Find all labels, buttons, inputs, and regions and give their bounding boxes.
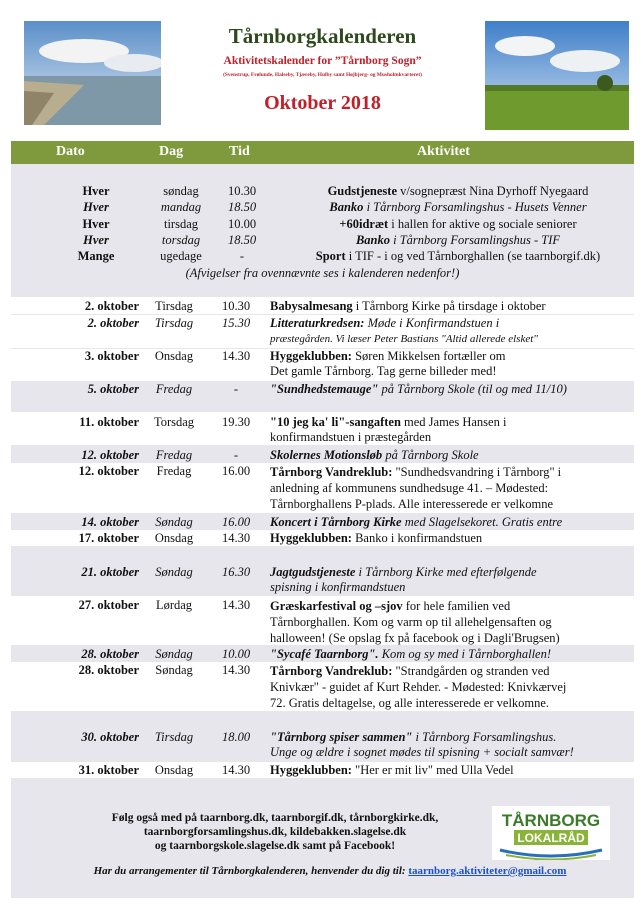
regular-activity: Sport i TIF - i og ved Tårnborghallen (se taarnborgif.dk) xyxy=(315,249,601,263)
event-date: 11. oktober xyxy=(79,415,139,429)
event-time: 14.30 xyxy=(221,663,251,677)
event-activity: Tårnborg Vandreklub: "Sundhedsvandring i Tårnborg" i anledning af kommunens sundhedsuge 41. – Mødested: Tårnborghallens P-plads. Alle interesserede er velkomne xyxy=(270,465,562,511)
event-activity: "Tårnborg spiser sammen" i Tårnborg Forsamlingshus. Unge og ældre i sognet mødes til spisning + socialt samvær! xyxy=(270,730,574,759)
event-activity: Græskarfestival og –sjov for hele familien ved Tårnborghallen. Kom og varm op til allehelgensaften og halloween! (Se opslag fx på facebook og i Dagli'Brugsen) xyxy=(270,599,560,645)
regular-time: 18.50 xyxy=(227,200,257,214)
month-heading: Oktober 2018 xyxy=(264,92,381,114)
event-day: Onsdag xyxy=(154,349,194,363)
coast-photo xyxy=(24,21,161,125)
logo-bottom-text: LOKALRÅD xyxy=(517,831,585,845)
event-activity: "Sundhedstemauge" på Tårnborg Skole (til og med 11/10) xyxy=(270,382,567,396)
event-date: 12. oktober xyxy=(78,464,139,478)
header-time: Tid xyxy=(229,144,250,159)
event-date: 27. oktober xyxy=(78,598,139,612)
event-day: Onsdag xyxy=(154,531,194,545)
event-day: Fredag xyxy=(155,448,193,462)
event-day: Torsdag xyxy=(153,415,195,429)
event-time: 14.30 xyxy=(221,531,251,545)
regular-note: (Afvigelser fra ovennævnte ses i kalenderen nedenfor!) xyxy=(185,266,460,280)
regular-day: ugedage xyxy=(160,249,202,263)
area-list: (Svenstrup, Frølunde, Halseby, Tjæreby, Hulby samt Højbjerg- og Musholmkvarteret) xyxy=(223,72,422,78)
event-day: Søndag xyxy=(155,565,193,579)
regular-activity: +60idræt i hallen for aktive og sociale seniorer xyxy=(339,217,577,231)
event-activity: Hyggeklubben: "Her er mit liv" med Ulla Vedel xyxy=(270,763,514,777)
event-activity: Hyggeklubben: Banko i konfirmandstuen xyxy=(270,531,483,545)
event-day: Fredag xyxy=(155,382,193,396)
regular-time: 10.30 xyxy=(227,184,257,198)
regular-time: 18.50 xyxy=(227,233,257,247)
event-activity: Tårnborg Vandreklub: "Strandgården og stranden ved Knivkær" - guidet af Kurt Rehder. - Mødested: Knivkærvej 72. Gratis deltagelse, og alle interesserede er velkomne. xyxy=(270,664,567,710)
regular-date: Hver xyxy=(82,217,110,231)
regular-activity: Banko i Tårnborg Forsamlingshus - TIF xyxy=(355,233,561,247)
regular-time: 10.00 xyxy=(227,217,257,231)
header-activity: Aktivitet xyxy=(417,144,470,159)
event-activity: "Sycafé Taarnborg". Kom og sy med i Tårnborghallen! xyxy=(270,647,552,661)
footer-links xyxy=(60,811,490,853)
event-time: 15.30 xyxy=(221,316,251,330)
regular-day: torsdag xyxy=(161,233,201,247)
event-date: 3. oktober xyxy=(84,349,139,363)
header-day: Dag xyxy=(159,144,184,159)
event-date: 28. oktober xyxy=(81,647,139,661)
event-day: Tirsdag xyxy=(154,316,194,330)
event-time: 14.30 xyxy=(221,349,251,363)
event-date: 28. oktober xyxy=(78,663,139,677)
event-activity: Litteraturkredsen: Møde i Konfirmandstuen i præstegården. Vi læser Peter Bastians "Altid allerede elsket" xyxy=(270,316,538,345)
event-date: 14. oktober xyxy=(81,515,139,529)
meadow-photo xyxy=(485,21,629,130)
event-activity: Skolernes Motionsløb på Tårnborg Skole xyxy=(270,448,479,462)
event-time: 16.00 xyxy=(221,464,251,478)
logo-top-text: TÅRNBORG xyxy=(501,811,601,830)
regular-date: Hver xyxy=(82,184,110,198)
event-day: Lørdag xyxy=(155,598,193,612)
regular-day: mandag xyxy=(160,200,202,214)
event-time: 16.30 xyxy=(221,565,251,579)
event-time: 18.00 xyxy=(221,730,251,744)
event-time: 10.30 xyxy=(221,299,251,313)
event-date: 17. oktober xyxy=(78,531,139,545)
event-day: Søndag xyxy=(155,663,193,677)
event-day: Fredag xyxy=(156,464,192,478)
header-date: Dato xyxy=(56,144,85,159)
contact-email-link[interactable]: taarnborg.aktiviteter@gmail.com xyxy=(408,865,567,877)
header xyxy=(170,18,475,115)
event-time: 14.30 xyxy=(221,598,251,612)
page-subtitle: Aktivitetskalender for ”Tårnborg Sogn” xyxy=(223,55,422,67)
regular-activity: Gudstjeneste v/sognepræst Nina Dyrhoff Nyegaard xyxy=(327,184,589,198)
event-time: 14.30 xyxy=(221,763,251,777)
page-title: Tårnborgkalenderen xyxy=(228,24,417,48)
event-date: 21. oktober xyxy=(81,565,139,579)
regular-date: Hver xyxy=(83,200,109,214)
regular-activity: Banko i Tårnborg Forsamlingshus - Husets Venner xyxy=(329,200,587,214)
footer-line: taarnborgforsamlingshus.dk, kildebakken.slagelse.dk xyxy=(143,826,407,838)
footer-line: og taarnborgskole.slagelse.dk samt på Facebook! xyxy=(154,840,396,852)
event-day: Søndag xyxy=(155,515,193,529)
event-time: 16.00 xyxy=(221,515,251,529)
event-date: 2. oktober xyxy=(87,316,139,330)
event-day: Tirsdag xyxy=(154,730,194,744)
lokalraad-logo xyxy=(492,806,610,860)
event-activity: Jagtgudstjeneste i Tårnborg Kirke med efterfølgende spisning i konfirmandstuen xyxy=(270,565,537,594)
footer-note-text: Har du arrangementer til Tårnborgkalenderen, henvender du dig til: xyxy=(93,865,409,877)
regular-day: tirsdag xyxy=(163,217,199,231)
table-header xyxy=(11,141,634,164)
event-activity: Babysalmesang i Tårnborg Kirke på tirsdage i oktober xyxy=(270,299,546,313)
event-date: 31. oktober xyxy=(78,763,139,777)
footer-contact xyxy=(30,865,630,877)
regular-day: søndag xyxy=(163,184,199,198)
event-activity: "10 jeg ka' li"-sangaften med James Hansen i konfirmandstuen i præstegården xyxy=(270,415,507,444)
regular-date: Mange xyxy=(77,249,115,263)
event-time: - xyxy=(233,448,239,462)
event-time: - xyxy=(233,382,239,396)
footer-line: Følg også med på taarnborg.dk, taarnborgif.dk, tårnborgkirke.dk, xyxy=(111,812,439,824)
event-day: Søndag xyxy=(155,647,193,661)
regular-date: Hver xyxy=(83,233,109,247)
event-date: 5. oktober xyxy=(87,382,139,396)
event-activity: Hyggeklubben: Søren Mikkelsen fortæller om Det gamle Tårnborg. Tag gerne billeder med! xyxy=(270,349,506,378)
event-date: 2. oktober xyxy=(84,299,139,313)
event-time: 10.00 xyxy=(221,647,251,661)
event-time: 19.30 xyxy=(221,415,251,429)
event-day: Onsdag xyxy=(154,763,194,777)
event-date: 30. oktober xyxy=(81,730,139,744)
event-activity: Koncert i Tårnborg Kirke med Slagelsekoret. Gratis entre xyxy=(270,515,563,529)
event-date: 12. oktober xyxy=(81,448,139,462)
event-day: Tirsdag xyxy=(155,299,193,313)
regular-time: - xyxy=(239,249,245,263)
